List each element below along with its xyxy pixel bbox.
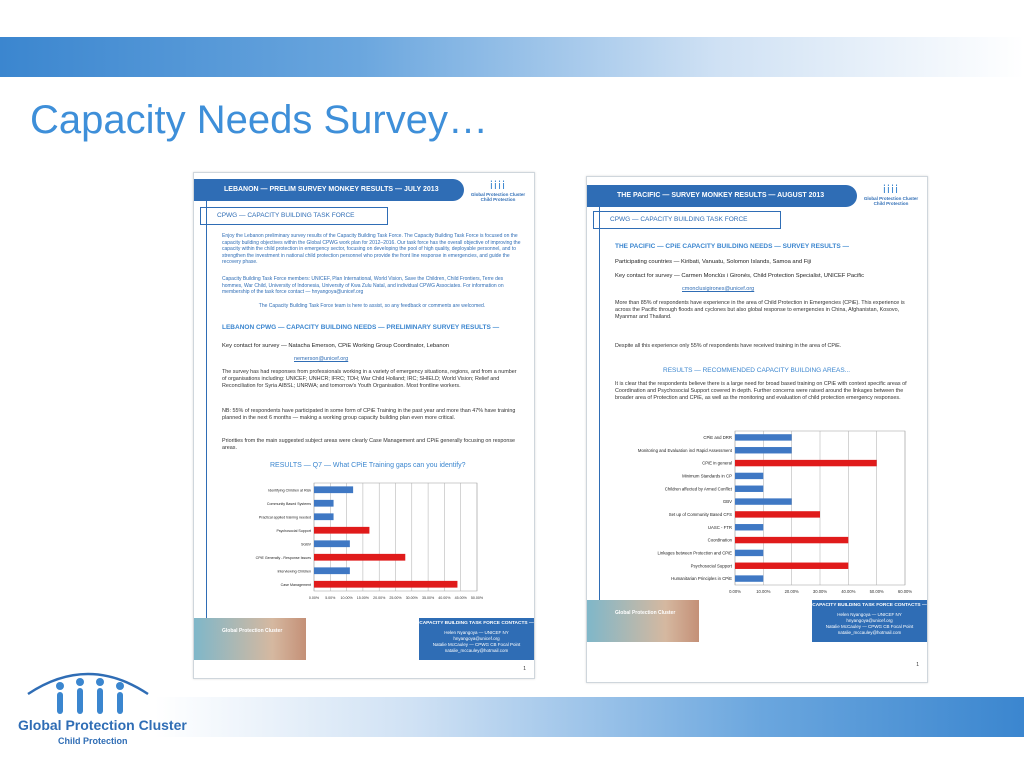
- bar: [735, 563, 848, 569]
- x-tick-label: 40.00%: [438, 596, 451, 600]
- section-title: LEBANON CPWG — CAPACITY BUILDING NEEDS — PRELIMINARY SURVEY RESULTS —: [222, 324, 500, 331]
- category-label: UASC - FTR: [707, 524, 732, 530]
- category-label: Psychosocial Support: [276, 528, 311, 533]
- bar: [735, 434, 792, 440]
- bar: [314, 567, 350, 574]
- child-photo: Global Protection Cluster: [587, 600, 699, 642]
- category-label: Case Management: [280, 582, 311, 587]
- training-paragraph: Despite all this experience only 55% of respondents have received training in the area of CPiE.: [615, 343, 842, 349]
- report-footer: [587, 600, 927, 642]
- bar: [735, 511, 820, 517]
- top-banner: [0, 37, 1024, 77]
- bar: [314, 540, 350, 547]
- training-gaps-chart: [202, 475, 532, 605]
- category-label: Interviewing Children: [277, 569, 311, 574]
- x-tick-label: 60.00%: [897, 589, 913, 594]
- category-label: Children affected by Armed Conflict: [664, 486, 732, 492]
- category-label: Identifying Children at Risk: [268, 488, 311, 493]
- x-tick-label: 0.00%: [308, 596, 320, 600]
- results-title: RESULTS — RECOMMENDED CAPACITY BUILDING AREAS...: [663, 367, 851, 374]
- report-footer: [194, 618, 534, 660]
- category-label: Psychosocial Support: [690, 563, 732, 569]
- section-title: THE PACIFIC — CPiE CAPACITY BUILDING NEEDS — SURVEY RESULTS —: [615, 243, 850, 250]
- countries-text: Participating countries — Kiribati, Vanuatu, Solomon Islands, Samoa and Fiji: [615, 259, 812, 265]
- chart-title: RESULTS — Q7 — What CPiE Training gaps can you identify?: [270, 462, 466, 469]
- bar: [314, 581, 457, 588]
- category-label: CPiE and DRR: [703, 434, 732, 440]
- bar: [314, 513, 334, 520]
- contact-email-link[interactable]: nemerson@unicef.org: [294, 356, 349, 362]
- gpc-people-icon: [18, 664, 158, 719]
- experience-paragraph: More than 85% of respondents have experience in the area of Child Protection in Emergencies (CPiE). This experience is across the Pacific through floods and cyclones but also global response to emergencies in China, Afghanistan, Kosovo, Myanmar and Thailand.: [615, 300, 905, 320]
- results-paragraph: It is clear that the respondents believe there is a large need for broad based training on CPiE with context specific areas of Coordination and Psychosocial Support covered in depth. Further concerns were raised around the linkages between the broader area of Protection and CPiE, as well as the monitoring and evaluation of child protection emergency responses.: [615, 381, 907, 401]
- members-text: Capacity Building Task Force members: UNICEF, Plan International, World Vision, Save the Children, Child Frontiers, Terre des hommes, War Child, University of Indonesia, University of Kwa Zulu Natal, and individual CPWG Associates. For information on membership of the task force contact — hnyangoya@unicef.org: [222, 276, 504, 295]
- bar: [314, 486, 353, 493]
- x-tick-label: 50.00%: [470, 596, 484, 600]
- category-label: Linkages between Protection and CPiE: [657, 550, 732, 556]
- bar: [735, 498, 792, 504]
- x-tick-label: 40.00%: [841, 589, 856, 594]
- child-photo: Global Protection Cluster: [194, 618, 306, 660]
- category-label: Monitoring and Evaluation incl Rapid Assessment: [637, 447, 732, 453]
- category-label: Community Based Systems: [266, 501, 311, 506]
- gpc-logo-sub: Child Protection: [58, 736, 128, 746]
- intro-text: Enjoy the Lebanon preliminary survey results of the Capacity Building Task Force. The Capacity Building Task Force is focused on the capacity building objectives within the Global CPWG work plan for 2012–2016. Our task force has the overall objective of improving the capacity within the child protection in emergency sector, focusing on developing the pool of high quality, deployable personnel, and to strengthen the investment in national child protection personnel who provide the front line response in emergencies, and guide the recovery phase.: [222, 233, 521, 265]
- recommended-areas-chart: [595, 427, 925, 597]
- x-tick-label: 45.00%: [454, 596, 467, 600]
- page-number: 1: [916, 662, 919, 668]
- feedback-text: The Capacity Building Task Force team is here to assist, so any feedback or comments are welcomed.: [258, 303, 486, 309]
- x-tick-label: 10.00%: [756, 589, 771, 594]
- x-tick-label: 5.00%: [325, 596, 336, 600]
- category-label: Practical applied training needed: [258, 515, 311, 520]
- x-tick-label: 10.00%: [340, 596, 353, 600]
- category-label: Humanitarian Principles in CPiE: [671, 576, 732, 582]
- slide-title: Capacity Needs Survey…: [30, 98, 488, 142]
- bar: [735, 550, 763, 556]
- category-label: Set up of Community Based CFS: [668, 511, 732, 517]
- category-label: Coordination: [707, 537, 732, 543]
- bottom-banner: [155, 697, 1024, 737]
- priorities-paragraph: Priorities from the main suggested subject areas were clearly Case Management and CPiE generally focusing on response areas.: [222, 438, 516, 451]
- bar: [314, 527, 369, 534]
- bar: [735, 447, 792, 453]
- x-tick-label: 30.00%: [405, 596, 418, 600]
- report-header: THE PACIFIC — SURVEY MONKEY RESULTS — AUGUST 2013: [587, 185, 857, 207]
- contact-email-link[interactable]: cmonclusigirones@unicef.org: [682, 286, 755, 292]
- bar: [735, 537, 848, 543]
- category-label: CPiE Generally - Response Issues: [255, 555, 311, 560]
- pacific-report-page: [586, 176, 928, 683]
- x-tick-label: 50.00%: [869, 589, 884, 594]
- x-tick-label: 20.00%: [784, 589, 799, 594]
- category-label: CPiE in general: [702, 460, 732, 466]
- page-number: 1: [523, 666, 526, 672]
- bar: [314, 500, 334, 507]
- logo-people-icon: ⅰⅰⅰⅰ: [882, 184, 900, 196]
- report-logo: ⅰⅰⅰⅰ Global Protection Cluster Child Protection: [861, 183, 921, 213]
- x-tick-label: 0.00%: [729, 589, 741, 594]
- bar: [735, 473, 763, 479]
- cpwg-label: CPWG — CAPACITY BUILDING TASK FORCE: [593, 211, 781, 229]
- x-tick-label: 20.00%: [373, 596, 386, 600]
- contacts-box: CAPACITY BUILDING TASK FORCE CONTACTS — Helen Nyangoya — UNICEF NY hnyangoya@unicef.org Natalie McCauley — CPWG CB Focal Point natalie_mccauley@hotmail.com: [419, 618, 534, 660]
- nb-paragraph: NB: 55% of respondents have participated in some form of CPiE Training in the past year and more than 47% have training planned in the next 6 months — making a working group capacity building plan even more critical.: [222, 408, 516, 421]
- gpc-logo-name: Global Protection Cluster: [18, 717, 187, 733]
- category-label: GBV: [722, 499, 732, 505]
- lebanon-report-page: [193, 172, 535, 679]
- bar: [314, 554, 405, 561]
- report-logo: ⅰⅰⅰⅰ Global Protection Cluster Child Protection: [468, 179, 528, 209]
- gpc-logo: [18, 664, 187, 754]
- cpwg-label: CPWG — CAPACITY BUILDING TASK FORCE: [200, 207, 388, 225]
- x-tick-label: 30.00%: [812, 589, 828, 594]
- report-header: LEBANON — PRELIM SURVEY MONKEY RESULTS — JULY 2013: [194, 179, 464, 201]
- bar: [735, 460, 877, 466]
- x-tick-label: 15.00%: [356, 596, 370, 600]
- bar: [735, 575, 763, 581]
- bar: [735, 524, 763, 530]
- logo-people-icon: ⅰⅰⅰⅰ: [489, 180, 507, 192]
- category-label: Minimum Standards in CP: [682, 473, 732, 479]
- key-contact: Key contact for survey — Carmen Monclús i Gironès, Child Protection Specialist, UNICEF Pacific: [615, 273, 865, 279]
- x-tick-label: 35.00%: [421, 596, 435, 600]
- contacts-box: CAPACITY BUILDING TASK FORCE CONTACTS — Helen Nyangoya — UNICEF NY hnyangoya@unicef.org Natalie McCauley — CPWG CB Focal Point natalie_mccauley@hotmail.com: [812, 600, 927, 642]
- x-tick-label: 25.00%: [389, 596, 402, 600]
- survey-paragraph: The survey has had responses from professionals working in a variety of emergency situations, regions, and from a number of organisations including: UNICEF; UNHCR; IFRC; TDH; War Child Holland; IRC; SHIELD; World Vision; Relief and Reconciliation for Syria AIBSL; UNRWA; and tomorrow's Youth Organisation. Most frontline workers.: [222, 369, 517, 389]
- category-label: SGBV: [301, 542, 311, 547]
- bar: [735, 486, 763, 492]
- key-contact: Key contact for survey — Natacha Emerson, CPiE Working Group Coordinator, Lebanon: [222, 343, 450, 349]
